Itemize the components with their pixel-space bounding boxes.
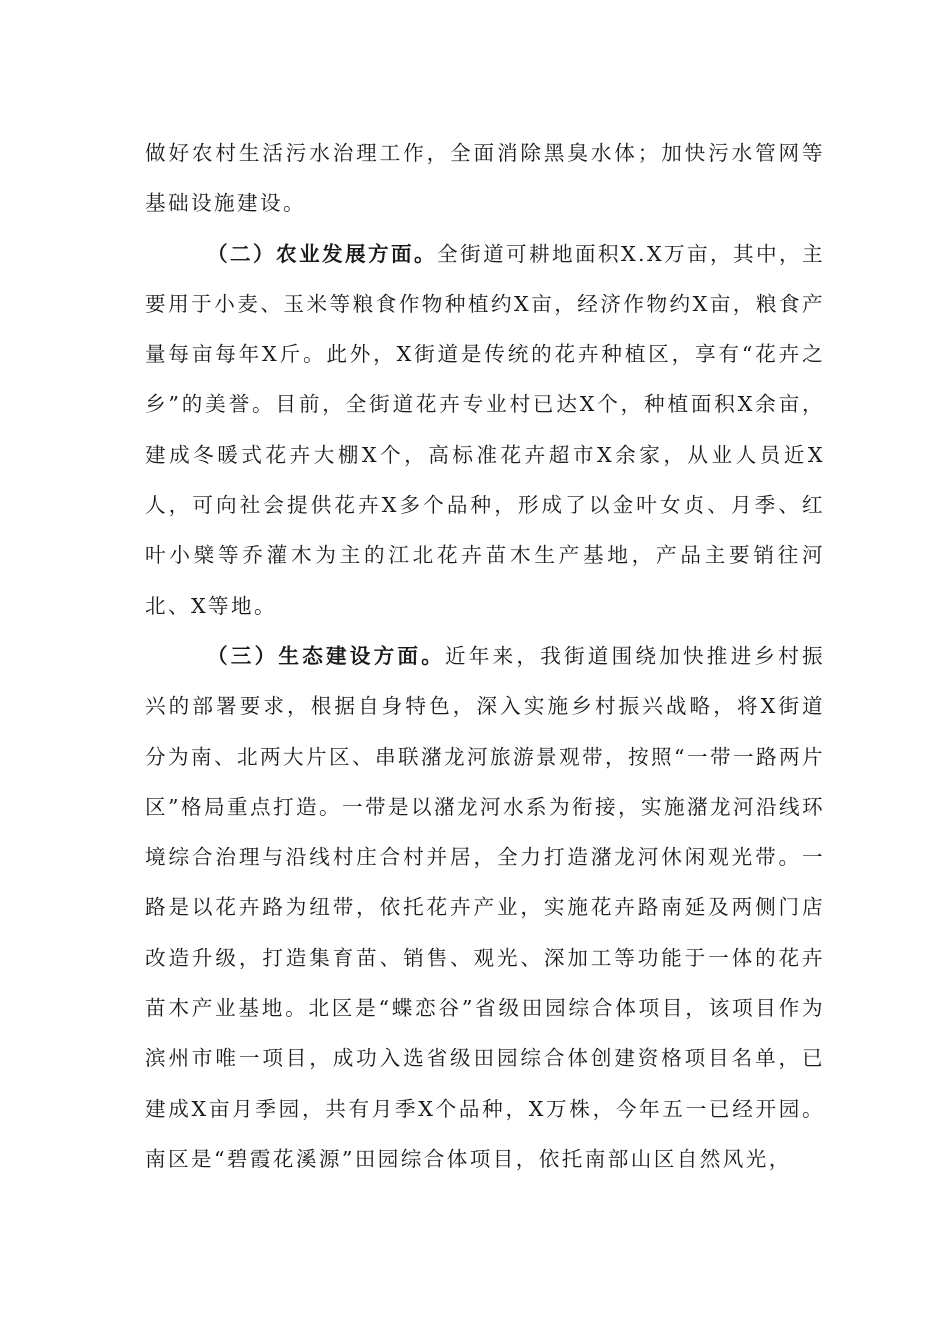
paragraph-heading: （二）农业发展方面。	[207, 241, 437, 266]
paragraph-continuation	[145, 128, 825, 229]
paragraph-ecology	[145, 631, 825, 1184]
paragraph-agriculture	[145, 229, 825, 631]
paragraph-text: 做好农村生活污水治理工作，全面消除黑臭水体；加快污水管网等基础设施建设。	[145, 141, 825, 216]
paragraph-heading: （三）生态建设方面。	[207, 643, 445, 668]
paragraph-text: 全街道可耕地面积X.X万亩，其中，主要用于小麦、玉米等粮食作物种植约X亩，经济作物约X亩，粮食产量每亩每年X斤。此外，X街道是传统的花卉种植区，享有“花卉之乡”的美誉。目前，全街道花卉专业村已达X个，种植面积X余亩，建成冬暖式花卉大棚X个，高标准花卉超市X余家，从业人员近X人，可向社会提供花卉X多个品种，形成了以金叶女贞、月季、红叶小檗等乔灌木为主的江北花卉苗木生产基地，产品主要销往河北、X等地。	[145, 241, 825, 618]
document-body	[145, 128, 825, 1184]
paragraph-text: 近年来，我街道围绕加快推进乡村振兴的部署要求，根据自身特色，深入实施乡村振兴战略，将X街道分为南、北两大片区、串联潴龙河旅游景观带，按照“一带一路两片区”格局重点打造。一带是以潴龙河水系为衔接，实施潴龙河沿线环境综合治理与沿线村庄合村并居，全力打造潴龙河休闲观光带。一路是以花卉路为纽带，依托花卉产业，实施花卉路南延及两侧门店改造升级，打造集育苗、销售、观光、深加工等功能于一体的花卉苗木产业基地。北区是“蝶恋谷”省级田园综合体项目，该项目作为滨州市唯一项目，成功入选省级田园综合体创建资格项目名单，已建成X亩月季园，共有月季X个品种，X万株，今年五一已经开园。南区是“碧霞花溪源”田园综合体项目，依托南部山区自然风光，	[145, 643, 825, 1171]
